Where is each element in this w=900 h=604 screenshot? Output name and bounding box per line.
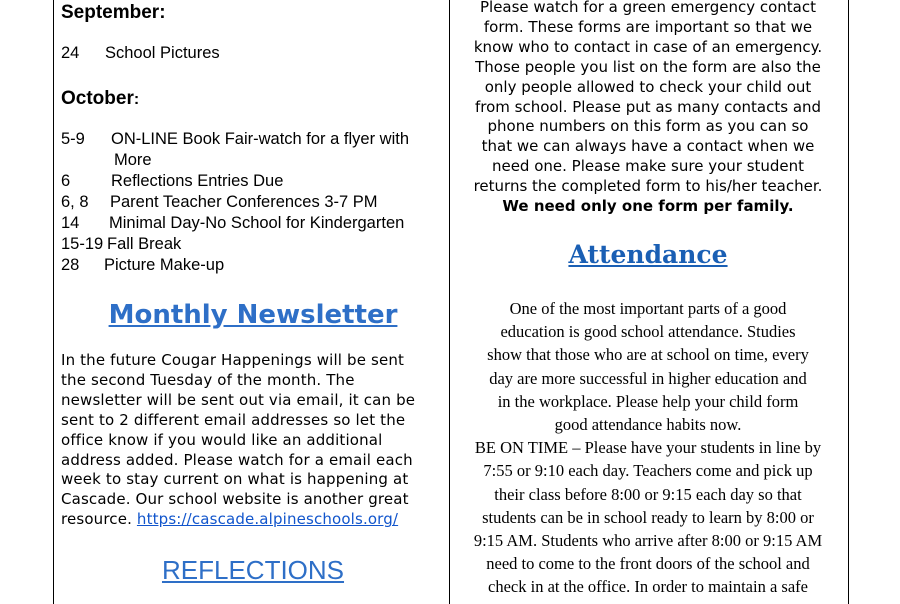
attendance-line: One of the most important parts of a good: [509, 299, 787, 318]
october-event: [61, 172, 283, 191]
newsletter-line: resource. https://cascade.alpineschools.org/: [61, 510, 399, 529]
form-line: from school. Please put as many contacts and: [474, 97, 822, 116]
event-date: 15-19: [61, 235, 104, 253]
october-event: [61, 235, 181, 254]
attendance-line: check in at the office. In order to maintain a safe: [488, 577, 808, 597]
event-text: ON-LINE Book Fair-watch for a flyer with: [111, 130, 409, 148]
attendance-line: need to come to the front doors of the school and: [486, 554, 810, 574]
event-date: 24: [61, 44, 80, 62]
reflections-heading[interactable]: REFLECTIONS: [161, 555, 345, 585]
left-column-border: [53, 0, 54, 604]
form-line: Those people you list on the form are also the: [475, 57, 821, 76]
newsletter-line: address added. Please watch for a email each: [61, 450, 413, 469]
event-date: 6, 8: [61, 193, 89, 211]
newsletter-line: office know if you would like an additional: [61, 430, 383, 449]
attendance-line: education is good school attendance. Studies: [500, 322, 796, 342]
newsletter-line: week to stay current on what is happening at: [61, 470, 409, 489]
attendance-line: BE ON TIME – Please have your students in line by: [474, 438, 822, 458]
attendance-line: day are more successful in higher education and: [489, 368, 807, 388]
event-text: School Pictures: [105, 44, 220, 62]
form-line: Please watch for a green emergency contact: [479, 0, 816, 16]
form-note-bold: We need only one form per family.: [502, 197, 794, 216]
september-event: [61, 44, 220, 63]
newsletter-line: Cascade. Our school website is another great: [61, 490, 409, 509]
event-text: More: [114, 151, 152, 169]
attendance-line: their class before 8:00 or 9:15 each day so that: [494, 484, 802, 504]
event-text: Parent Teacher Conferences 3-7 PM: [110, 193, 378, 211]
form-line: need one. Please make sure your student: [491, 157, 805, 176]
newsletter-line: sent to 2 different email addresses so let the: [61, 410, 406, 429]
form-line: only people allowed to check your child out: [484, 77, 812, 96]
october-event: [114, 151, 152, 170]
school-website-link[interactable]: https://cascade.alpineschools.org/: [136, 510, 399, 529]
attendance-line: in the workplace. Please help your child form: [497, 391, 799, 411]
newsletter-line: newsletter will be sent out via email, it can be: [61, 390, 416, 409]
form-line: form. These forms are important so that we: [483, 17, 813, 36]
event-text: Reflections Entries Due: [111, 172, 284, 190]
event-date: 28: [61, 256, 80, 274]
attendance-body: [452, 297, 844, 599]
attendance-line: good attendance habits now.: [554, 415, 742, 435]
newsletter-line: In the future Cougar Happenings will be sent: [61, 351, 405, 369]
event-date: 14: [61, 214, 80, 232]
column-divider: [449, 0, 450, 604]
event-text: Minimal Day-No School for Kindergarten: [109, 214, 405, 232]
form-line: phone numbers on this form as you can so: [487, 117, 809, 136]
event-date: 6: [61, 172, 71, 190]
newsletter-body: [61, 351, 415, 530]
attendance-line: students can be in school ready to learn by 8:00 or: [482, 507, 814, 527]
event-text: Fall Break: [107, 235, 182, 253]
emergency-form-notice: [452, 0, 844, 217]
october-event: [61, 214, 404, 233]
october-event: [61, 193, 378, 212]
form-line: that we can always have a contact when we: [481, 137, 815, 156]
attendance-heading: Attendance: [568, 240, 728, 269]
attendance-line: 7:55 or 9:10 each day. Teachers come and pick up: [483, 461, 813, 481]
attendance-line: show that those who are at school on time, every: [487, 345, 809, 365]
form-line: returns the completed form to his/her teacher.: [473, 177, 823, 196]
event-text: Picture Make-up: [104, 256, 225, 274]
october-event: [61, 256, 224, 275]
october-event: [61, 130, 409, 149]
newsletter-heading: Monthly Newsletter: [108, 300, 398, 330]
attendance-line: 9:15 AM. Students who arrive after 8:00 or 9:15 AM: [473, 531, 823, 551]
event-date: 5-9: [61, 130, 85, 148]
right-column-border: [848, 0, 849, 604]
newsletter-line: the second Tuesday of the month. The: [61, 370, 355, 389]
september-heading: September:: [61, 2, 166, 23]
form-line: know who to contact in case of an emergency.: [473, 37, 823, 56]
october-heading: October:: [61, 88, 140, 109]
